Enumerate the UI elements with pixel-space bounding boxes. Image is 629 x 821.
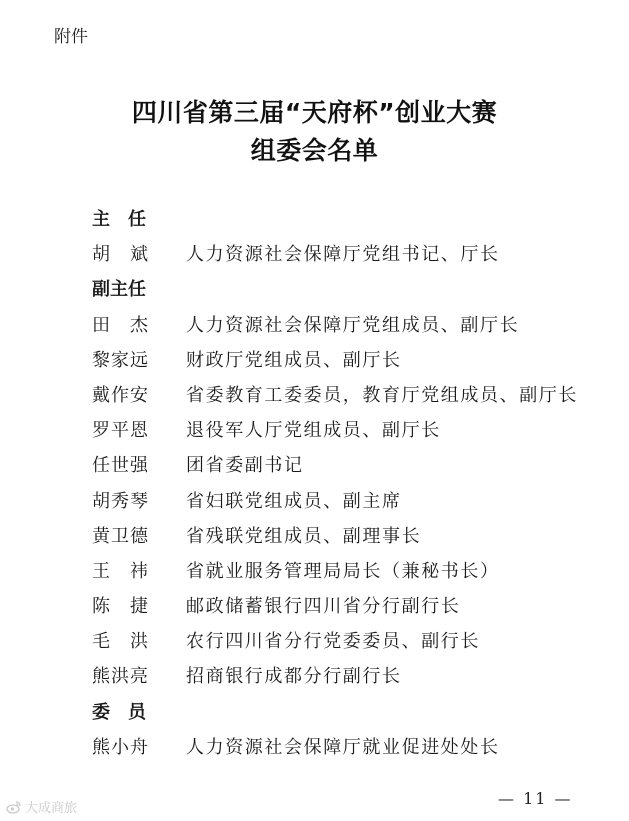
committee-roster (92, 202, 612, 765)
member-position: 省妇联党组成员、副主席 (186, 490, 402, 512)
section-heading-members (92, 695, 612, 730)
member-name: 戴作安 (92, 384, 149, 406)
member-name: 熊小舟 (92, 736, 149, 758)
member-position: 团省委副书记 (186, 455, 304, 477)
weibo-logo-icon (6, 800, 22, 814)
roster-row (92, 448, 612, 483)
roster-row (92, 554, 612, 589)
roster-row (92, 378, 612, 413)
member-name: 胡 斌 (92, 244, 149, 266)
roster-row (92, 237, 612, 272)
document-subtitle: 组委会名单 (250, 136, 379, 165)
member-name: 田 杰 (92, 314, 149, 336)
member-name: 任世强 (92, 455, 149, 477)
member-position: 省残联党组成员、副理事长 (186, 525, 422, 547)
member-position: 人力资源社会保障厅党组书记、厅长 (186, 244, 500, 266)
document-title: 四川省第三届“天府杯”创业大赛 (131, 98, 498, 127)
roster-row (92, 624, 612, 659)
roster-row (92, 484, 612, 519)
section-heading-label: 主 任 (92, 209, 146, 230)
member-name: 黄卫德 (92, 525, 149, 547)
watermark-text: 大成商旅 (25, 801, 78, 816)
member-name: 罗平恩 (92, 420, 149, 442)
member-position: 招商银行成都分行副行长 (186, 666, 402, 688)
member-position: 财政厅党组成员、副厅长 (186, 349, 402, 371)
roster-row (92, 589, 612, 624)
annex-label: 附件 (54, 27, 88, 47)
member-name: 胡秀琴 (92, 490, 149, 512)
section-heading-director (92, 202, 612, 237)
member-position: 人力资源社会保障厅就业促进处处长 (186, 736, 500, 758)
roster-row (92, 308, 612, 343)
member-position: 农行四川省分行党委委员、副行长 (186, 631, 480, 653)
member-name: 黎家远 (92, 349, 149, 371)
member-name: 毛 洪 (92, 631, 149, 653)
member-name: 陈 捷 (92, 596, 149, 618)
section-heading-label: 委 员 (92, 701, 146, 723)
roster-row (92, 659, 612, 694)
member-position: 省委教育工委委员，教育厅党组成员、副厅长 (186, 384, 578, 406)
member-name: 王 祎 (92, 560, 149, 582)
roster-row (92, 519, 612, 554)
section-heading-label: 副主任 (92, 279, 146, 301)
member-name: 熊洪亮 (92, 666, 149, 688)
watermark (6, 797, 77, 816)
roster-row (92, 730, 612, 765)
member-position: 邮政储蓄银行四川省分行副行长 (186, 596, 461, 618)
member-position: 退役军人厅党组成员、副厅长 (186, 420, 441, 442)
member-position: 省就业服务管理局局长（兼秘书长） (186, 560, 500, 582)
section-heading-deputy-director (92, 272, 612, 307)
page-number: — 11 — (498, 789, 573, 808)
roster-row (92, 343, 612, 378)
member-position: 人力资源社会保障厅党组成员、副厅长 (186, 314, 520, 336)
roster-row (92, 413, 612, 448)
